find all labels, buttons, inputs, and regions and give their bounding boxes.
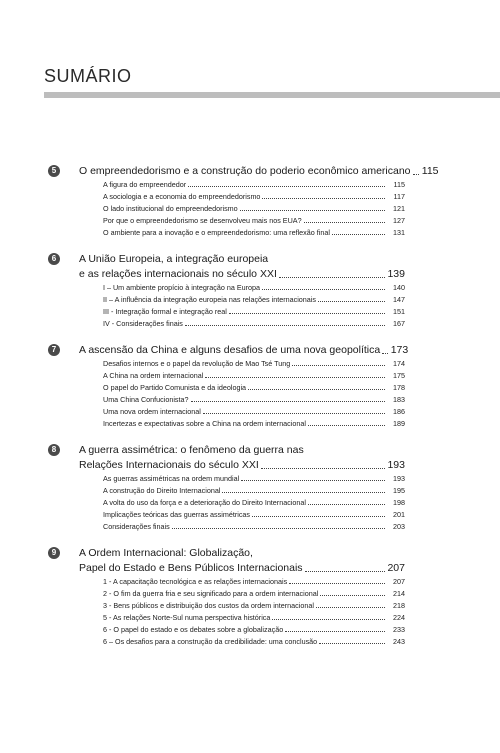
- page-number: 147: [393, 295, 405, 304]
- section-title: II – A influência da integração europeia nas relações internacionais: [103, 295, 316, 304]
- section-entry[interactable]: [48, 202, 405, 214]
- section-title: 3 - Bens públicos e distribuição dos custos da ordem internacional: [103, 601, 314, 610]
- chapter-number-badge: 7: [48, 344, 60, 356]
- section-title: A China na ordem internacional: [103, 371, 204, 380]
- chapter-entry: [48, 545, 405, 647]
- dot-leader: [289, 583, 385, 584]
- page-number: 193: [393, 474, 405, 483]
- dot-leader: [191, 401, 386, 402]
- page-number: 214: [393, 589, 405, 598]
- section-title: Uma nova ordem internacional: [103, 407, 201, 416]
- chapter-title-line[interactable]: [48, 442, 405, 457]
- page-number: 174: [393, 359, 405, 368]
- page-number: 193: [387, 459, 405, 471]
- page-number: 233: [393, 625, 405, 634]
- section-entry[interactable]: [48, 635, 405, 647]
- section-title: O papel do Partido Comunista e da ideologia: [103, 383, 247, 392]
- section-entry[interactable]: [48, 178, 405, 190]
- dot-leader: [241, 480, 385, 481]
- section-entry[interactable]: [48, 472, 405, 484]
- section-entry[interactable]: [48, 393, 405, 405]
- dot-leader: [304, 222, 385, 223]
- chapter-title-text: O empreendedorismo e a construção do poderio econômico americano: [79, 165, 411, 177]
- dot-leader: [332, 234, 385, 235]
- chapter-entry: [48, 163, 439, 238]
- section-title: A construção do Direito Internacional: [103, 486, 221, 495]
- title-rule: [44, 92, 500, 98]
- dot-leader: [316, 607, 385, 608]
- page-number: 140: [393, 283, 405, 292]
- page-title: SUMÁRIO: [44, 66, 132, 86]
- section-title: As guerras assimétricas na ordem mundial: [103, 474, 240, 483]
- section-title: 6 – Os desafios para a construção da credibilidade: uma conclusão: [103, 637, 318, 646]
- page-number: 207: [393, 577, 405, 586]
- dot-leader: [308, 425, 385, 426]
- section-entry[interactable]: [48, 575, 405, 587]
- dot-leader: [319, 643, 385, 644]
- dot-leader: [382, 353, 388, 354]
- page-number: 186: [393, 407, 405, 416]
- chapter-title-text: Papel do Estado e Bens Públicos Internacionais: [79, 562, 303, 574]
- dot-leader: [285, 631, 385, 632]
- page-number: 115: [393, 180, 405, 189]
- dot-leader: [279, 277, 385, 278]
- section-title: I – Um ambiente propício à integração na Europa: [103, 283, 261, 292]
- page-number: 201: [393, 510, 405, 519]
- table-of-contents: [48, 163, 439, 660]
- dot-leader: [262, 289, 385, 290]
- section-title: Incertezas e expectativas sobre a China na ordem internacional: [103, 419, 306, 428]
- section-entry[interactable]: [48, 520, 405, 532]
- dot-leader: [320, 595, 385, 596]
- section-entry[interactable]: [48, 508, 405, 520]
- chapter-title-text: A guerra assimétrica: o fenômeno da guerra nas: [79, 444, 304, 456]
- section-title: 6 - O papel do estado e os debates sobre a globalização: [103, 625, 284, 634]
- dot-leader: [205, 377, 385, 378]
- dot-leader: [188, 186, 385, 187]
- section-title: Considerações finais: [103, 522, 170, 531]
- section-title: A sociologia e a economia do empreendedorismo: [103, 192, 261, 201]
- page-number: 243: [393, 637, 405, 646]
- page-number: 178: [393, 383, 405, 392]
- page-number: 139: [387, 268, 405, 280]
- chapter-number-badge: 5: [48, 165, 60, 177]
- dot-leader: [222, 492, 385, 493]
- dot-leader: [272, 619, 385, 620]
- page-number: 207: [387, 562, 405, 574]
- section-title: 2 - O fim da guerra fria e seu significado para a ordem internacional: [103, 589, 319, 598]
- dot-leader: [292, 365, 385, 366]
- section-title: III - Integração formal e integração real: [103, 307, 227, 316]
- page-number: 127: [393, 216, 405, 225]
- section-title: Uma China Confucionista?: [103, 395, 189, 404]
- dot-leader: [261, 468, 385, 469]
- dot-leader: [308, 504, 385, 505]
- dot-leader: [318, 301, 385, 302]
- section-title: 5 - As relações Norte-Sul numa perspectiva histórica: [103, 613, 271, 622]
- chapter-entry: [48, 342, 409, 429]
- section-title: IV - Considerações finais: [103, 319, 183, 328]
- chapter-entry: [48, 442, 405, 532]
- page-number: 117: [393, 192, 405, 201]
- chapter-number-badge: 9: [48, 547, 60, 559]
- dot-leader: [172, 528, 385, 529]
- section-title: Por que o empreendedorismo se desenvolveu mais nos EUA?: [103, 216, 302, 225]
- section-entry[interactable]: [48, 599, 405, 611]
- chapter-title-text: e as relações internacionais no século XXI: [79, 268, 277, 280]
- section-title: 1 - A capacitação tecnológica e as relações internacionais: [103, 577, 288, 586]
- section-entry[interactable]: [48, 496, 405, 508]
- chapter-entry: [48, 251, 405, 329]
- chapter-title-text: A União Europeia, a integração europeia: [79, 253, 269, 265]
- dot-leader: [229, 313, 385, 314]
- section-title: O lado institucional do empreendedorismo: [103, 204, 238, 213]
- section-title: O ambiente para a inovação e o empreendedorismo: uma reflexão final: [103, 228, 330, 237]
- section-entry[interactable]: [48, 317, 405, 329]
- dot-leader: [185, 325, 385, 326]
- section-entry[interactable]: [48, 190, 405, 202]
- chapter-title-line[interactable]: [48, 457, 405, 472]
- section-entry[interactable]: [48, 611, 405, 623]
- dot-leader: [413, 174, 419, 175]
- section-entry[interactable]: [48, 623, 405, 635]
- page-number: 175: [393, 371, 405, 380]
- page-number: 151: [393, 307, 405, 316]
- section-entry[interactable]: [48, 369, 405, 381]
- section-entry[interactable]: [48, 226, 405, 238]
- chapter-number-badge: 8: [48, 444, 60, 456]
- chapter-title-line[interactable]: [48, 266, 405, 281]
- chapter-title-text: A Ordem Internacional: Globalização,: [79, 547, 253, 559]
- chapter-title-line[interactable]: [48, 163, 439, 178]
- dot-leader: [248, 389, 385, 390]
- chapter-title-line[interactable]: [48, 545, 405, 560]
- dot-leader: [240, 210, 385, 211]
- section-entry[interactable]: [48, 305, 405, 317]
- page-number: 121: [393, 204, 405, 213]
- chapter-title-text: A ascensão da China e alguns desafios de uma nova geopolítica: [79, 344, 381, 356]
- page-number: 173: [390, 344, 409, 356]
- page-number: 131: [393, 228, 405, 237]
- section-title: Desafios internos e o papel da revolução de Mao Tsé Tung: [103, 359, 291, 368]
- chapter-number-badge: 6: [48, 253, 60, 265]
- section-entry[interactable]: [48, 405, 405, 417]
- section-title: Implicações teóricas das guerras assimétricas: [103, 510, 250, 519]
- page-number: 198: [393, 498, 405, 507]
- section-title: A volta do uso da força e a deterioração do Direito Internacional: [103, 498, 306, 507]
- section-entry[interactable]: [48, 484, 405, 496]
- page-number: 218: [393, 601, 405, 610]
- section-entry[interactable]: [48, 281, 405, 293]
- section-title: A figura do empreendedor: [103, 180, 187, 189]
- section-entry[interactable]: [48, 357, 405, 369]
- page-number: 203: [393, 522, 405, 531]
- page-number: 195: [393, 486, 405, 495]
- dot-leader: [203, 413, 385, 414]
- page-number: 167: [393, 319, 405, 328]
- dot-leader: [305, 571, 385, 572]
- page-number: 189: [393, 419, 405, 428]
- section-entry[interactable]: [48, 293, 405, 305]
- page-number: 183: [393, 395, 405, 404]
- chapter-title-text: Relações Internacionais do século XXI: [79, 459, 259, 471]
- section-entry[interactable]: [48, 214, 405, 226]
- section-entry[interactable]: [48, 587, 405, 599]
- chapter-title-line[interactable]: [48, 251, 405, 266]
- chapter-title-line[interactable]: [48, 560, 405, 575]
- chapter-title-line[interactable]: [48, 342, 409, 357]
- page-number: 115: [421, 165, 439, 177]
- section-entry[interactable]: [48, 381, 405, 393]
- page-number: 224: [393, 613, 405, 622]
- dot-leader: [262, 198, 385, 199]
- dot-leader: [252, 516, 385, 517]
- section-entry[interactable]: [48, 417, 405, 429]
